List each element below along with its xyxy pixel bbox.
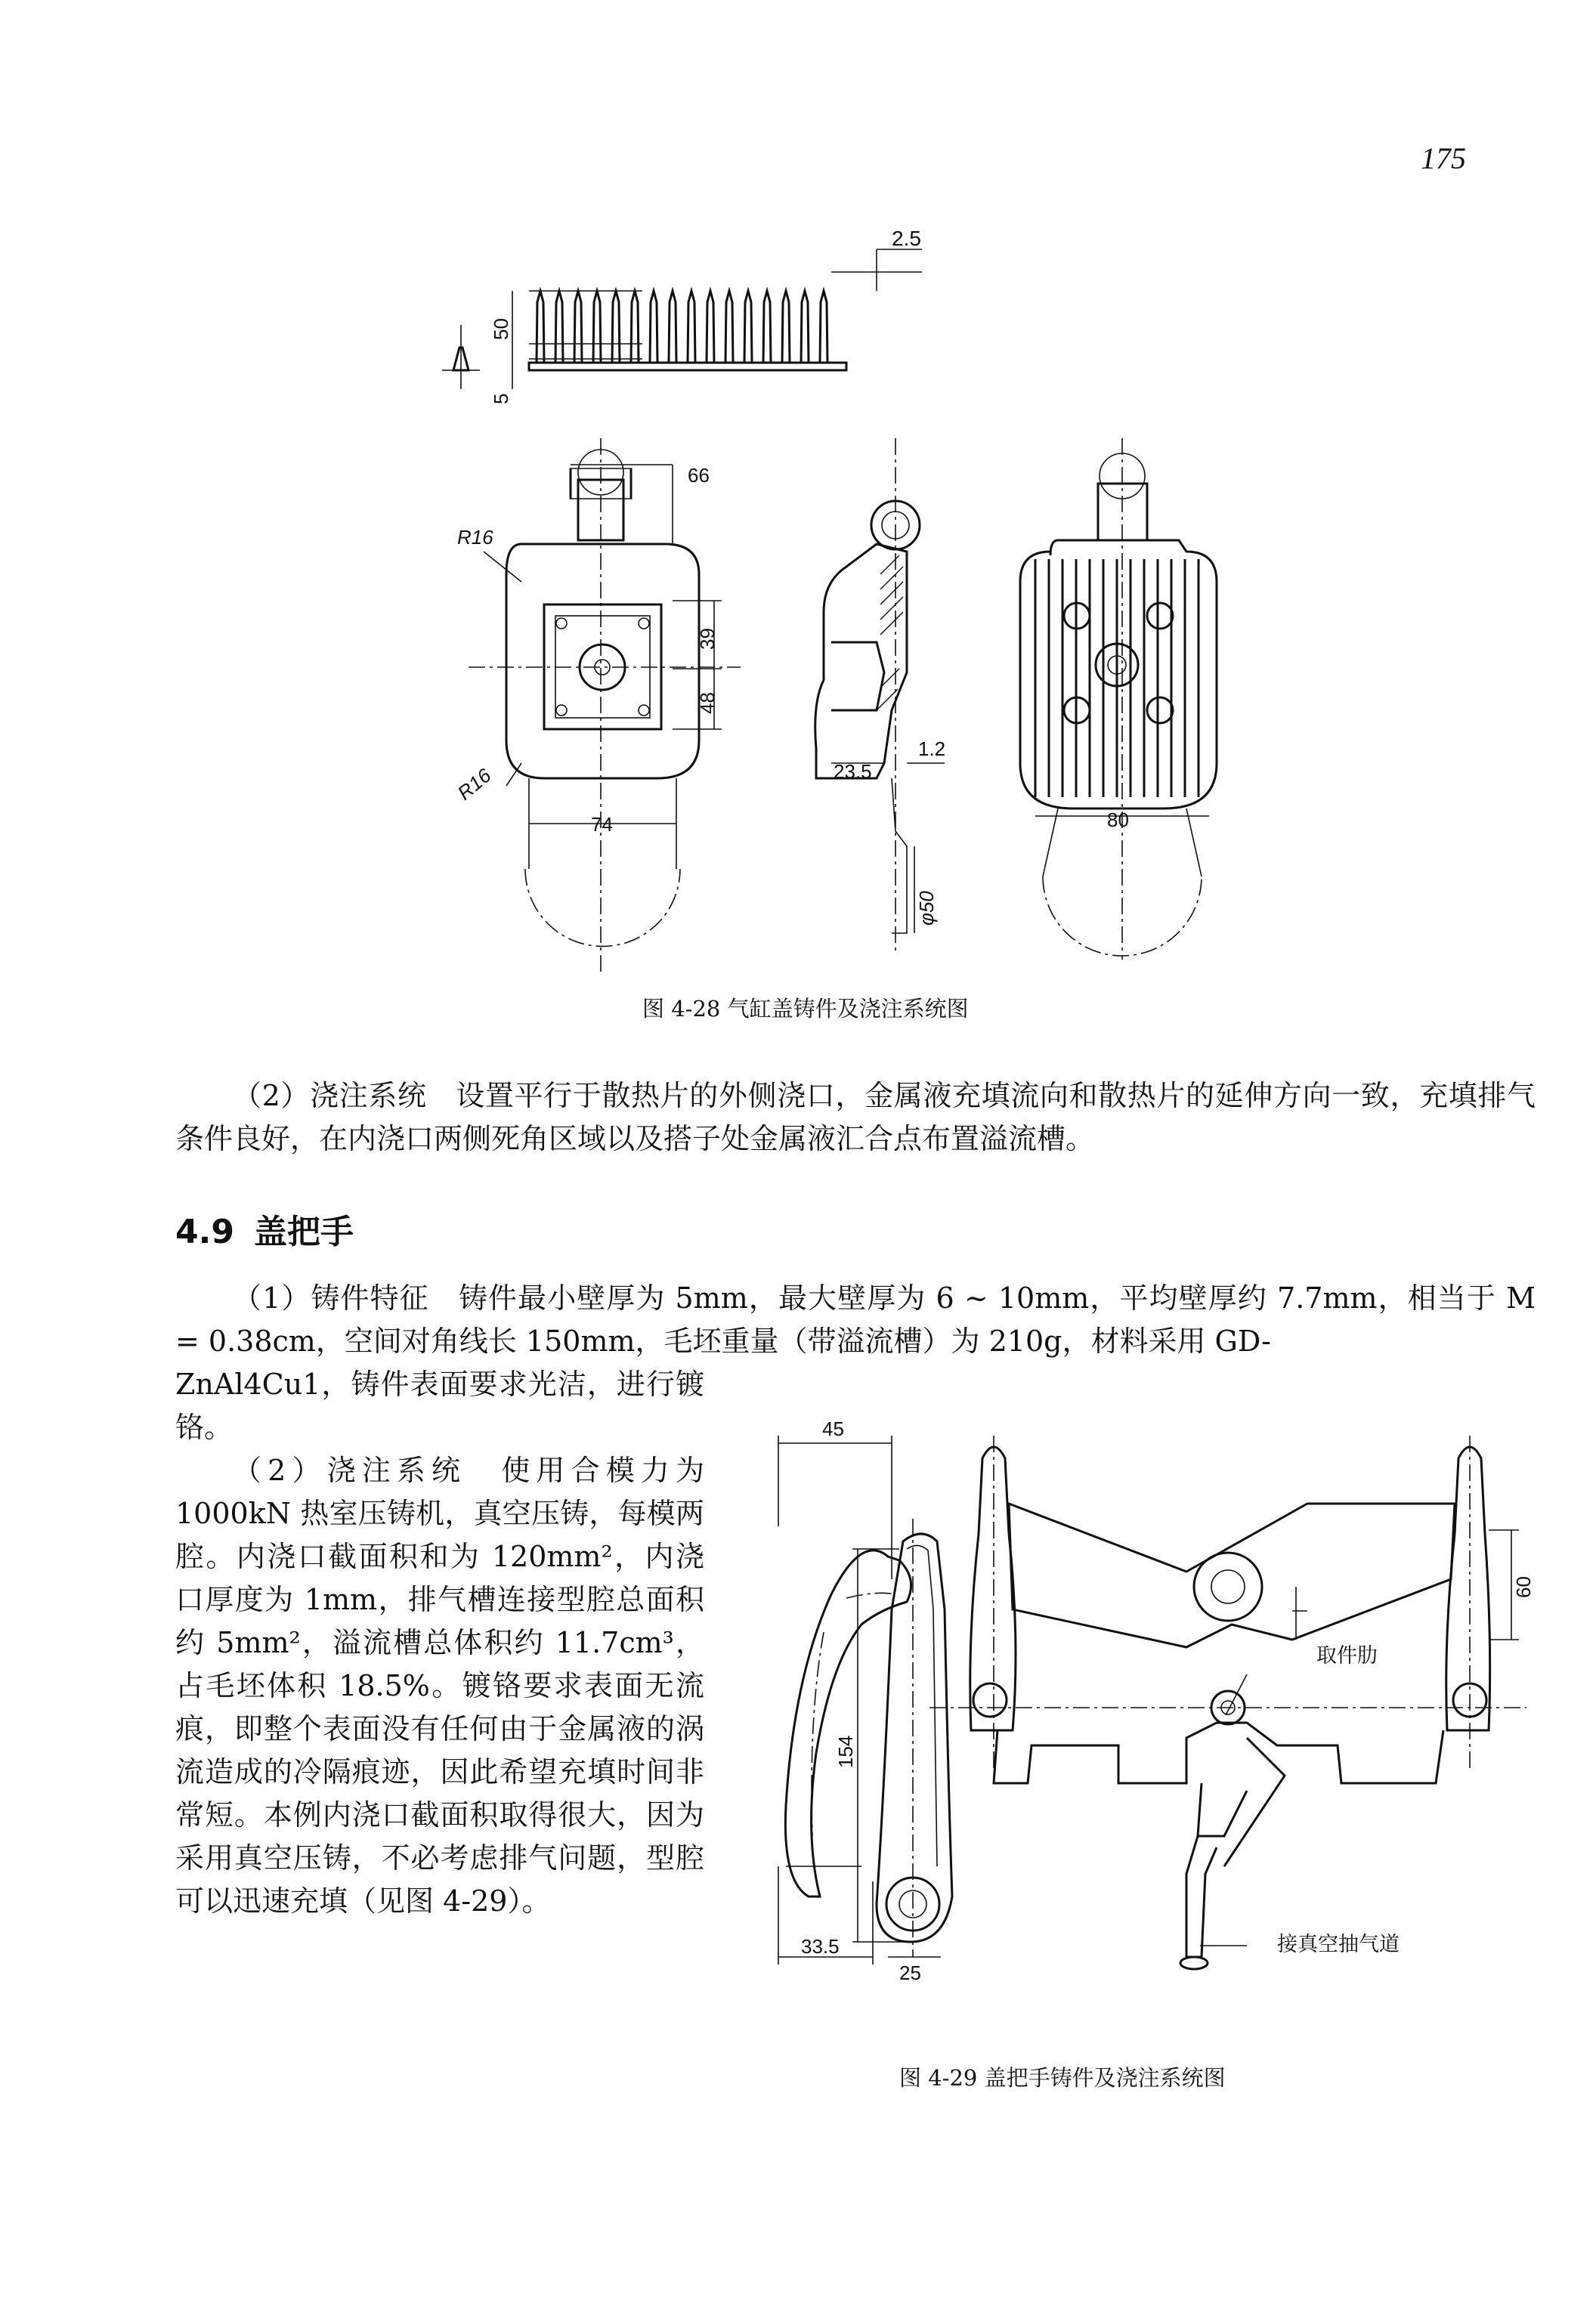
dim-48: 48 [696,692,719,714]
dim-74: 74 [591,813,613,836]
cylinder-head-fin-view [1020,438,1217,960]
figure-4-29-drawing [763,1413,1549,2002]
dim-23-5: 23.5 [834,760,872,783]
label-ejector-rib: 取件肋 [1316,1644,1378,1667]
section-heading [175,1204,354,1253]
handle-gating-system-view [929,1436,1526,1969]
paragraph-casting-features-cont: ZnAl4Cu1，铸件表面要求光洁，进行镀铬。 [175,1368,704,1444]
paragraph-casting-features: （1）铸件特征 铸件最小壁厚为 5mm，最大壁厚为 6 ~ 10mm，平均壁厚约 7.7mm，相当于 M = 0.38cm，空间对角线长 150mm，毛坯重量（带溢流槽）为 210g，材料采用 GD- [175,1281,1536,1358]
dim-phi50: φ50 [915,891,938,926]
paragraph-gating-system-4-29: （2）浇注系统 使用合模力为 1000kN 热室压铸机，真空压铸，每模两腔。内浇口截面积和为 120mm²，内浇口厚度为 1mm，排气槽连接型腔总面积约 5mm²，溢流槽总体积约 11.7cm³，占毛坯体积 18.5%。镀铬要求表面无流痕，即整个表面没有任何由于金属液的涡流造成的冷隔痕迹，因此希望充填时间非常短。本例内浇口截面积取得很大，因为采用真空压铸，不必考虑排气问题，型腔可以迅速充填（见图 4-29）。 [175,1454,704,1918]
dim-r16-bottom: R16 [453,763,496,805]
figure-4-29-caption: 图 4-29 盖把手铸件及浇注系统图 [899,2065,1226,2091]
handle-front-view [852,1519,952,1957]
paragraph-gating-system-4-28: （2）浇注系统 设置平行于散热片的外侧浇口，金属液充填流向和散热片的延伸方向一致，充填排气条件良好，在内浇口两侧死角区域以及搭子处金属液汇合点布置溢流槽。 [175,1079,1536,1155]
dim-45: 45 [822,1417,844,1440]
fin-profile-view [442,249,922,389]
dim-154: 154 [834,1735,857,1768]
handle-side-view [778,1436,911,1965]
dim-5: 5 [490,393,512,404]
page-number: 175 [1421,141,1466,175]
dim-80: 80 [1107,808,1129,831]
dim-33-5: 33.5 [801,1935,840,1958]
figure-4-28-drawing [423,219,1292,975]
section-number: 4.9 [175,1213,234,1251]
label-vacuum-channel: 接真空抽气道 [1277,1933,1400,1955]
dim-r16-top: R16 [457,526,493,549]
cylinder-head-section-view [815,438,945,952]
dim-25: 25 [899,1962,921,1984]
dim-2-5: 2.5 [892,227,921,250]
dim-60: 60 [1512,1576,1535,1598]
section-title: 盖把手 [253,1213,354,1251]
dim-39: 39 [696,628,719,650]
dim-1-2: 1.2 [918,737,946,760]
dim-66: 66 [688,464,710,487]
dim-50: 50 [490,318,512,340]
figure-4-28-caption: 图 4-28 气缸盖铸件及浇注系统图 [642,996,969,1022]
